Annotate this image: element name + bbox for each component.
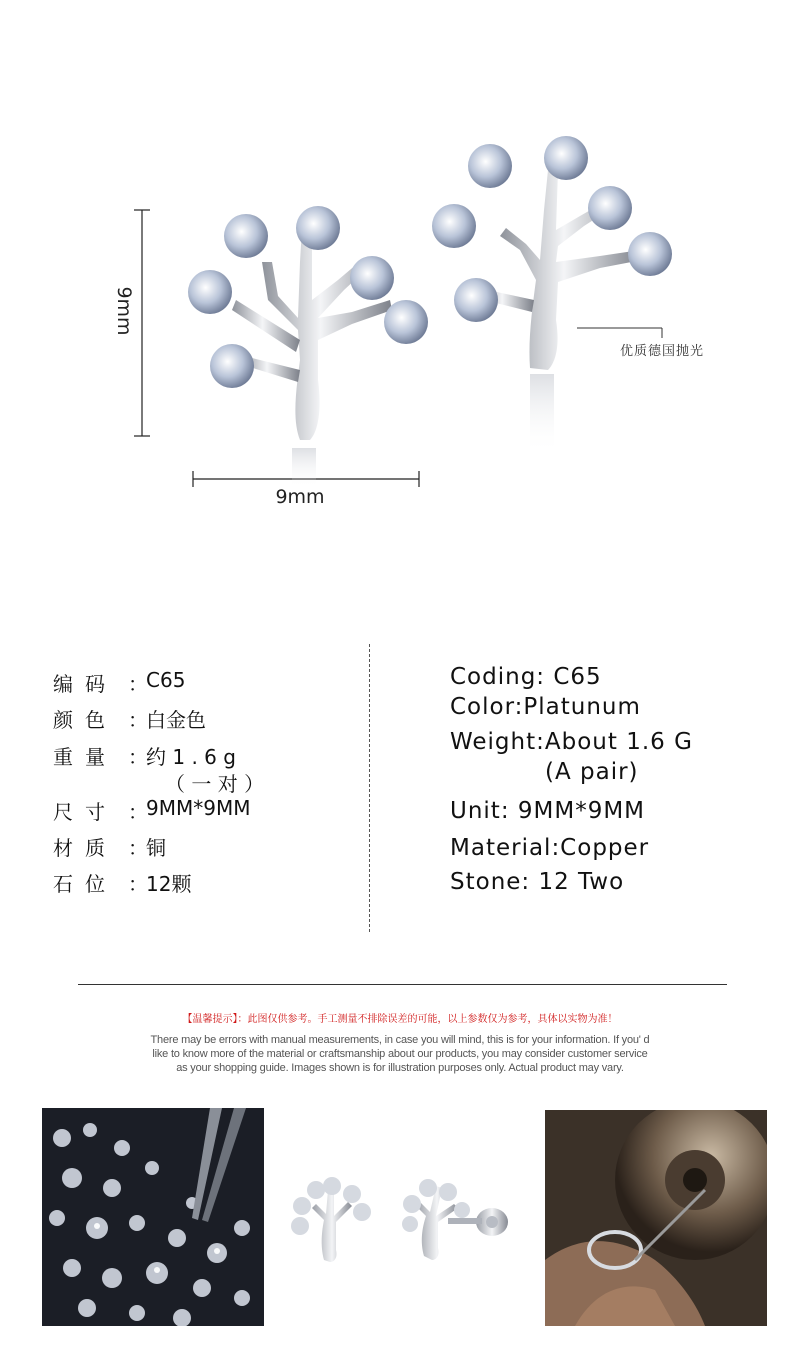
spec-cn-key: 石位 <box>53 872 117 896</box>
callout-leader <box>577 328 662 338</box>
spec-cn-weight <box>53 741 236 770</box>
product-photo <box>272 1150 532 1300</box>
spec-cn-key: 颜色 <box>53 708 117 732</box>
height-label: 9mm <box>113 286 135 336</box>
spec-cn-value: （ 一 对 ） <box>165 772 265 796</box>
width-label: 9mm <box>275 486 325 508</box>
spec-cn-key: 编码 <box>53 672 117 696</box>
spec-cn-key: 材质 <box>53 836 117 860</box>
notice-en-line: There may be errors with manual measurements, in case you will mind, this is for your information. If you' d <box>150 1034 650 1046</box>
spec-cn-code <box>53 668 185 697</box>
notice-en-line: as your shopping guide. Images shown is for illustration purposes only. Actual product may vary. <box>176 1062 624 1074</box>
spec-cn-weight-note <box>165 768 264 797</box>
spec-cn-stones <box>53 868 191 897</box>
polish-callout-label: 优质德国抛光 <box>620 344 705 359</box>
spec-en-stone: Stone: 12 Two <box>450 869 625 895</box>
spec-en-unit: Unit: 9MM*9MM <box>450 798 646 824</box>
spec-cn-colon: ： <box>128 872 148 896</box>
diamonds-tweezers-image <box>42 1108 264 1326</box>
spec-en-color: Color:Platunum <box>450 694 641 720</box>
spec-cn-colon: ： <box>128 745 148 769</box>
notice-en-line: like to know more of the material or craftsmanship about our products, you may consider customer service <box>152 1048 648 1060</box>
diamonds-photo <box>42 1108 264 1326</box>
spec-cn-colon: ： <box>128 836 148 860</box>
spec-cn-key: 尺寸 <box>53 800 117 824</box>
spec-cn-key: 重量 <box>53 745 117 769</box>
spec-cn-colon: ： <box>128 672 148 696</box>
earrings-pair-image <box>272 1150 532 1300</box>
spec-cn-value: 12颗 <box>146 872 192 896</box>
polishing-photo <box>545 1110 767 1326</box>
right-earring <box>432 136 672 454</box>
spec-cn-color <box>53 704 206 733</box>
spec-en-material: Material:Copper <box>450 835 650 861</box>
spec-cn-size <box>53 796 250 825</box>
product-figure <box>0 0 800 600</box>
notice-cn: 【温馨提示】：此图仅供参考。手工测量不排除误差的可能，以上参数仅为参考，具体以实物为准！ <box>182 1014 618 1025</box>
spec-cn-value: 铜 <box>146 836 166 860</box>
spec-cn-value: 约 1 . 6 g <box>146 745 236 769</box>
spec-cn-colon: ： <box>128 800 148 824</box>
spec-cn-colon: ： <box>128 708 148 732</box>
left-earring <box>188 206 428 488</box>
small-earring-front <box>291 1177 371 1262</box>
spec-divider <box>369 644 370 932</box>
spec-en-weight-note: (A pair) <box>545 759 639 785</box>
spec-cn-material <box>53 832 166 861</box>
height-dimension <box>134 210 150 436</box>
spec-cn-value: C65 <box>146 668 186 692</box>
spec-cn-value: 9MM*9MM <box>146 796 251 820</box>
polishing-wheel-image <box>545 1110 767 1326</box>
small-earring-side <box>402 1179 508 1260</box>
spec-en-weight: Weight:About 1.6 G <box>450 729 693 755</box>
spec-cn-value: 白金色 <box>146 708 206 732</box>
section-divider <box>78 984 727 985</box>
spec-en-coding: Coding: C65 <box>450 664 602 690</box>
